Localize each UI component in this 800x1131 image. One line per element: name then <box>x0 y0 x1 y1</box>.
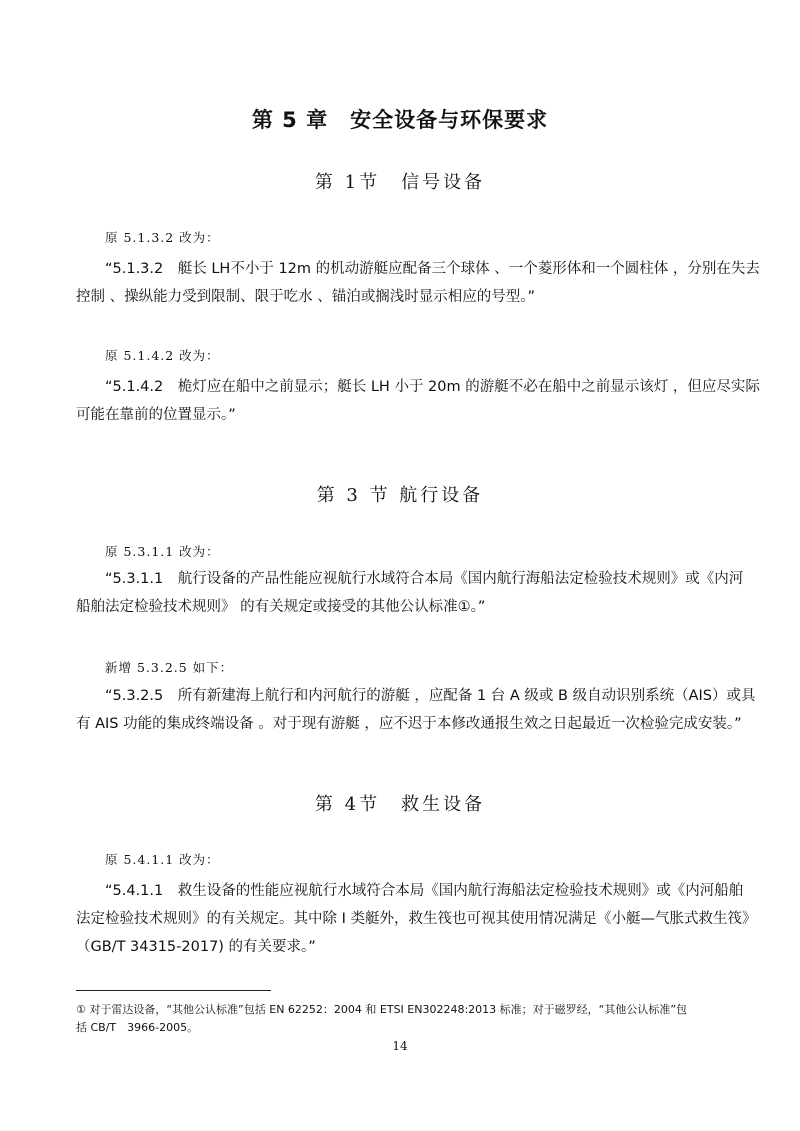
paragraph-line: “5.4.1.1 救生设备的性能应视航行水域符合本局《国内航行海船法定检验技术规则》或《内河船舶 <box>105 883 744 899</box>
section-title-signal-equipment: 第 1节 信号设备 <box>314 172 486 193</box>
section-title-navigation-equipment: 第 3 节 航行设备 <box>316 485 484 506</box>
amendment-intro: 原 5.1.4.2 改为： <box>105 348 220 363</box>
paragraph-line: “5.3.2.5 所有新建海上航行和内河航行的游艇 ，应配备 1 台 A 级或 B 级自动识别系统（AIS）或具 <box>105 688 756 704</box>
footnote <box>76 1001 687 1037</box>
footnote-line: 括 CB/T 3966-2005。 <box>76 1021 199 1034</box>
section-title-lifesaving-equipment: 第 4节 救生设备 <box>314 794 486 815</box>
amendment-paragraph <box>76 565 743 621</box>
paragraph-line: （GB/T 34315-2017) 的有关要求。” <box>76 939 316 955</box>
amendment-paragraph <box>76 877 757 961</box>
paragraph-line: 法定检验技术规则》的有关规定。其中除 I 类艇外，救生筏也可视其使用情况满足《小艇—气胀式救生筏》 <box>76 911 757 927</box>
amendment-paragraph <box>76 373 760 429</box>
paragraph-line: 控制 、操纵能力受到限制、限于吃水 、锚泊或搁浅时显示相应的号型。” <box>76 289 535 305</box>
amendment-intro: 原 5.4.1.1 改为： <box>105 852 220 867</box>
footnote-line: ① 对于雷达设备，“其他公认标准”包括 EN 62252：2004 和 ETSI EN302248:2013 标准；对于磁罗经，“其他公认标准”包 <box>76 1003 688 1016</box>
amendment-intro: 原 5.3.1.1 改为： <box>105 544 220 559</box>
paragraph-line: 可能在靠前的位置显示。” <box>76 407 236 423</box>
paragraph-line: 船舶法定检验技术规则》 的有关规定或接受的其他公认标准①。” <box>76 599 486 615</box>
paragraph-line: “5.3.1.1 航行设备的产品性能应视航行水域符合本局《国内航行海船法定检验技术规则》或《内河 <box>105 571 744 587</box>
paragraph-line: “5.1.4.2 桅灯应在船中之前显示；艇长 LH 小于 20m 的游艇不必在船中之前显示该灯 ，但应尽实际 <box>105 379 760 395</box>
page-number: 14 <box>392 1039 408 1053</box>
amendment-paragraph <box>76 255 760 311</box>
addition-paragraph <box>76 682 756 738</box>
footnote-separator <box>76 990 271 991</box>
paragraph-line: “5.1.3.2 艇长 LH不小于 12m 的机动游艇应配备三个球体 、一个菱形体和一个圆柱体 ，分别在失去 <box>105 261 760 277</box>
chapter-title: 第 5 章 安全设备与环保要求 <box>251 108 549 132</box>
addition-intro: 新增 5.3.2.5 如下： <box>105 660 234 675</box>
amendment-intro: 原 5.1.3.2 改为： <box>105 230 220 245</box>
paragraph-line: 有 AIS 功能的集成终端设备 。对于现有游艇 ，应不迟于本修改通报生效之日起最近一次检验完成安装。” <box>76 716 742 732</box>
